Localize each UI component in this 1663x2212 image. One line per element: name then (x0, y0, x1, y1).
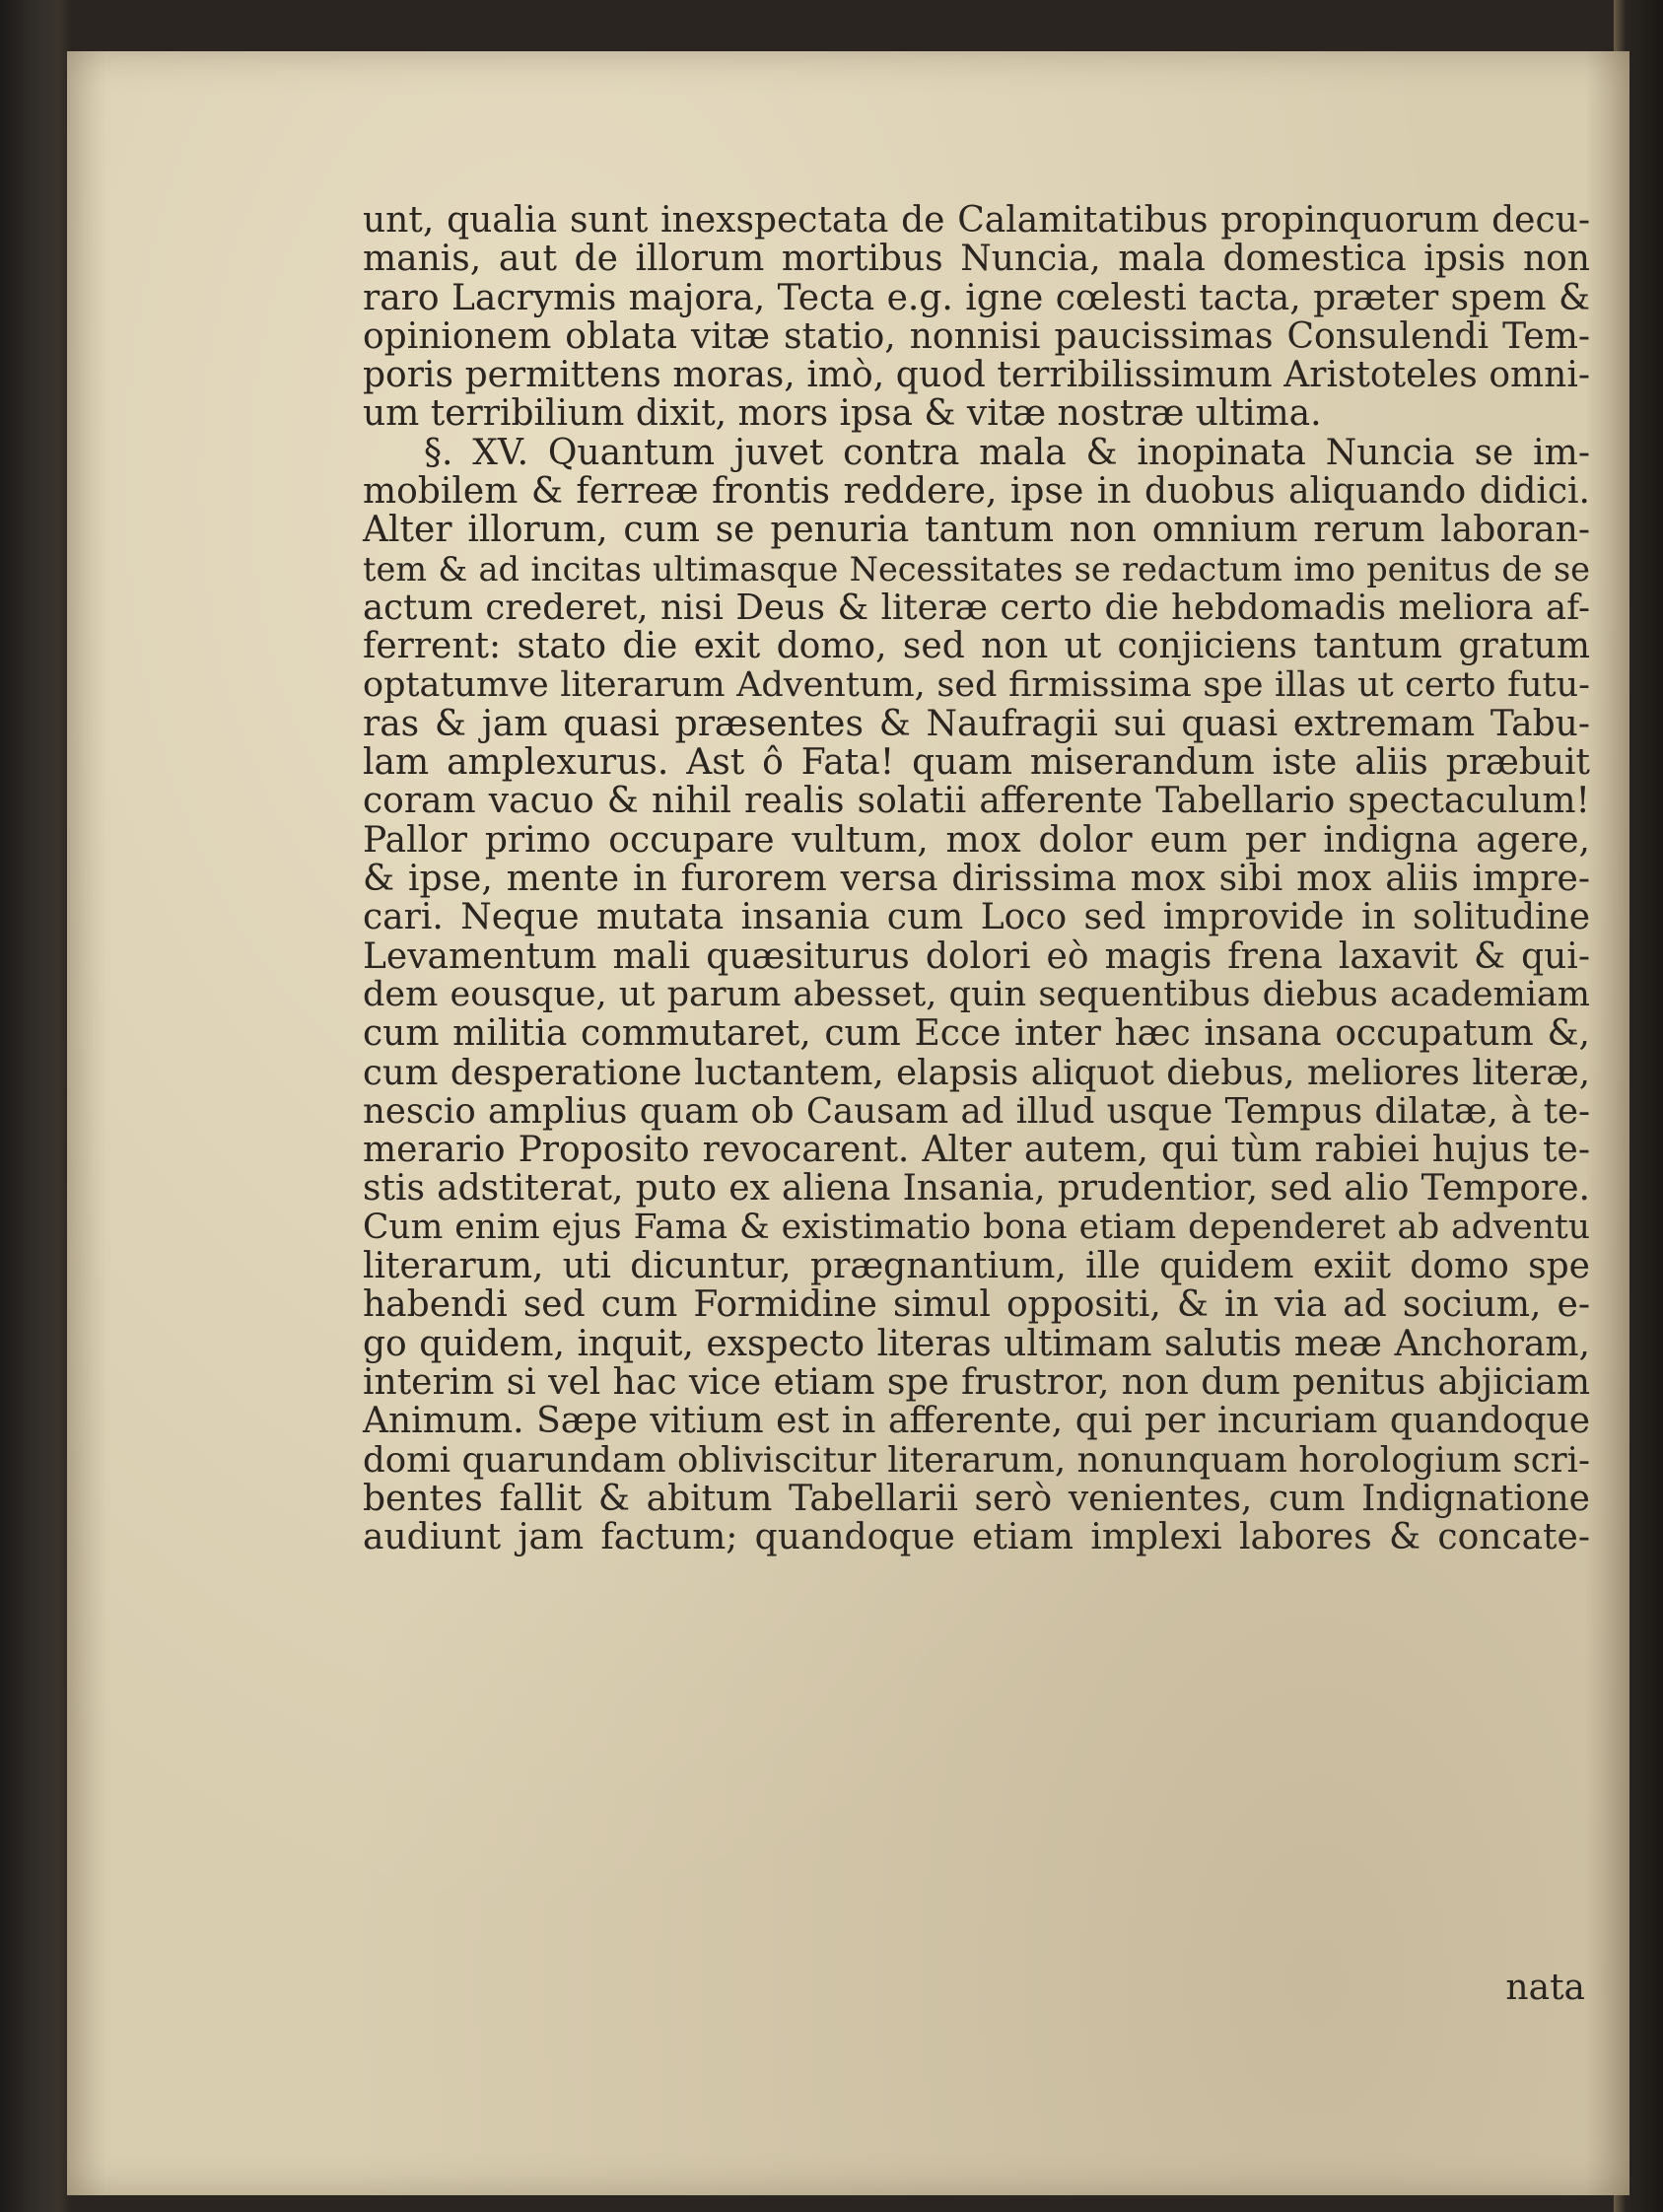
catchword: nata (1505, 1968, 1585, 2008)
text-line: Animum. Sæpe vitium est in afferente, qui per incuriam quandoque (363, 1401, 1590, 1442)
text-line: interim si vel hac vice etiam spe frustror, non dum penitus abjiciam (363, 1361, 1590, 1403)
text-line: optatumve literarum Adventum, sed firmissima spe illas ut certo futu- (363, 664, 1590, 705)
text-line: manis, aut de illorum mortibus Nuncia, mala domestica ipsis non (363, 239, 1590, 280)
text-line: lam amplexurus. Ast ô Fata! quam miserandum iste aliis præbuit (363, 742, 1590, 784)
text-line: cum desperatione luctantem, elapsis aliquot diebus, meliores literæ, (363, 1052, 1590, 1093)
text-line: nescio amplius quam ob Causam ad illud usque Tempus dilatæ, à te- (363, 1090, 1590, 1132)
text-line: poris permittens moras, imò, quod terribilissimum Aristoteles omni- (363, 355, 1590, 396)
text-line: dem eousque, ut parum abesset, quin sequentibus diebus academiam (363, 974, 1590, 1014)
text-line: Levamentum mali quæsiturus dolori eò magis frena laxavit & qui- (363, 935, 1590, 977)
text-line: habendi sed cum Formidine simul oppositi, & in via ad socium, e- (363, 1284, 1590, 1326)
text-line: stis adstiterat, puto ex aliena Insania, prudentior, sed alio Tempore. (363, 1168, 1590, 1210)
text-line: mobilem & ferreæ frontis reddere, ipse in duobus aliquando didici. (363, 471, 1590, 513)
book-page (67, 51, 1629, 2195)
body-text (363, 201, 1590, 1556)
text-line: opinionem oblata vitæ statio, nonnisi paucissimas Consulendi Tem- (363, 315, 1590, 357)
text-line: cari. Neque mutata insania cum Loco sed improvide in solitudine (363, 897, 1590, 938)
text-line: & ipse, mente in furorem versa dirissima mox sibi mox aliis impre- (363, 859, 1590, 900)
text-line: Pallor primo occupare vultum, mox dolor eum per indigna agere, (363, 819, 1590, 861)
text-line: um terribilium dixit, mors ipsa & vitæ nostræ ultima. (363, 393, 1322, 435)
text-line: ferrent: stato die exit domo, sed non ut conjiciens tantum gratum (363, 626, 1590, 667)
text-line: ras & jam quasi præsentes & Naufragii sui quasi extremam Tabu- (363, 703, 1590, 744)
text-line: merario Proposito revocarent. Alter autem, qui tùm rabiei hujus te- (363, 1130, 1590, 1171)
text-line: §. XV. Quantum juvet contra mala & inopinata Nuncia se im- (424, 432, 1590, 473)
text-line: tem & ad incitas ultimasque Necessitates se redactum imo penitus de se (363, 549, 1590, 588)
text-line: literarum, uti dicuntur, prægnantium, ille quidem exiit domo spe (363, 1246, 1590, 1287)
text-line: raro Lacrymis majora, Tecta e.g. igne cœlesti tacta, præter spem & (363, 277, 1590, 318)
text-line: actum crederet, nisi Deus & literæ certo die hebdomadis meliora af- (363, 587, 1590, 628)
text-line: domi quarundam obliviscitur literarum, nonunquam horologium scri- (363, 1439, 1590, 1481)
text-line: Cum enim ejus Fama & existimatio bona etiam dependeret ab adventu (363, 1207, 1590, 1247)
text-line: cum militia commutaret, cum Ecce inter hæc insana occupatum &, (363, 1013, 1590, 1055)
text-line: Alter illorum, cum se penuria tantum non omnium rerum laboran- (363, 510, 1590, 551)
text-line: go quidem, inquit, exspecto literas ultimam salutis meæ Anchoram, (363, 1323, 1590, 1364)
text-line: unt, qualia sunt inexspectata de Calamitatibus propinquorum decu- (363, 200, 1590, 241)
text-line: audiunt jam factum; quandoque etiam implexi labores & concate- (363, 1517, 1590, 1558)
text-line: bentes fallit & abitum Tabellarii serò venientes, cum Indignatione (363, 1478, 1590, 1519)
text-line: coram vacuo & nihil realis solatii afferente Tabellario spectaculum! (363, 781, 1590, 822)
